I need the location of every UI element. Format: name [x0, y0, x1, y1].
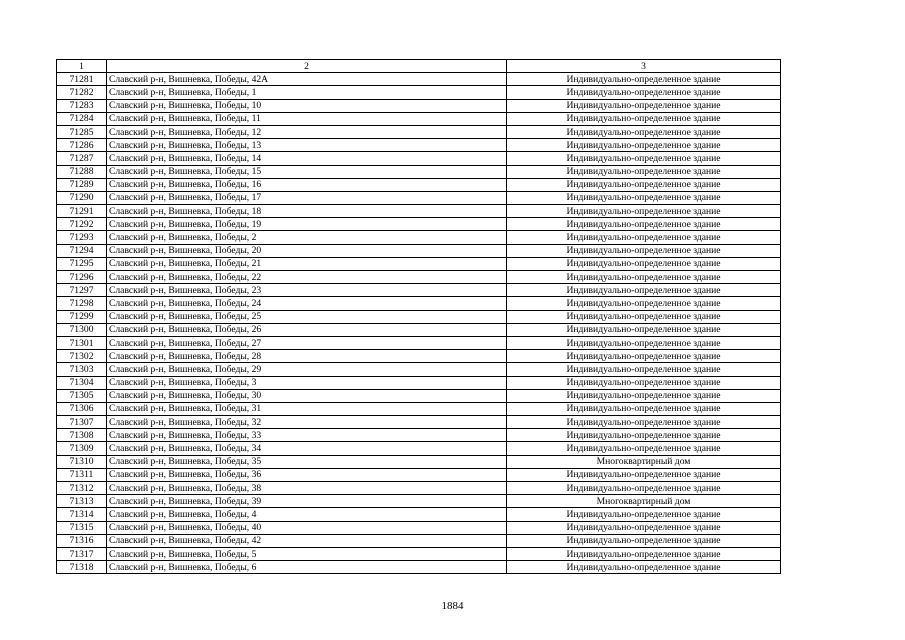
row-type-cell: Индивидуально-определенное здание — [507, 152, 781, 165]
row-id-cell: 71298 — [57, 297, 107, 310]
row-type-cell: Индивидуально-определенное здание — [507, 547, 781, 560]
row-type-cell: Индивидуально-определенное здание — [507, 125, 781, 138]
table-row — [57, 165, 781, 178]
row-type-cell: Многоквартирный дом — [507, 495, 781, 508]
row-address-cell: Славский р-н, Вишневка, Победы, 17 — [107, 191, 507, 204]
row-type-cell: Индивидуально-определенное здание — [507, 468, 781, 481]
page-number: 1884 — [441, 600, 464, 612]
table-row — [57, 86, 781, 99]
table-row — [57, 402, 781, 415]
row-type-cell: Индивидуально-определенное здание — [507, 363, 781, 376]
row-type-cell: Индивидуально-определенное здание — [507, 284, 781, 297]
table-row — [57, 468, 781, 481]
row-id-cell: 71283 — [57, 99, 107, 112]
row-id-cell: 71305 — [57, 389, 107, 402]
row-id-cell: 71300 — [57, 323, 107, 336]
row-id-cell: 71293 — [57, 231, 107, 244]
row-address-cell: Славский р-н, Вишневка, Победы, 12 — [107, 125, 507, 138]
row-address-cell: Славский р-н, Вишневка, Победы, 40 — [107, 521, 507, 534]
row-id-cell: 71290 — [57, 191, 107, 204]
row-address-cell: Славский р-н, Вишневка, Победы, 27 — [107, 336, 507, 349]
table-row — [57, 455, 781, 468]
row-type-cell: Индивидуально-определенное здание — [507, 99, 781, 112]
row-address-cell: Славский р-н, Вишневка, Победы, 34 — [107, 442, 507, 455]
row-type-cell: Индивидуально-определенное здание — [507, 310, 781, 323]
table-body — [57, 73, 781, 574]
row-id-cell: 71285 — [57, 125, 107, 138]
row-address-cell: Славский р-н, Вишневка, Победы, 2 — [107, 231, 507, 244]
row-id-cell: 71308 — [57, 429, 107, 442]
table-row — [57, 561, 781, 574]
row-id-cell: 71301 — [57, 336, 107, 349]
property-register-table — [56, 59, 781, 574]
row-address-cell: Славский р-н, Вишневка, Победы, 21 — [107, 257, 507, 270]
row-id-cell: 71310 — [57, 455, 107, 468]
row-type-cell: Индивидуально-определенное здание — [507, 178, 781, 191]
row-id-cell: 71287 — [57, 152, 107, 165]
row-address-cell: Славский р-н, Вишневка, Победы, 11 — [107, 112, 507, 125]
row-address-cell: Славский р-н, Вишневка, Победы, 31 — [107, 402, 507, 415]
row-type-cell: Индивидуально-определенное здание — [507, 442, 781, 455]
row-id-cell: 71288 — [57, 165, 107, 178]
row-type-cell: Индивидуально-определенное здание — [507, 534, 781, 547]
row-address-cell: Славский р-н, Вишневка, Победы, 15 — [107, 165, 507, 178]
row-type-cell: Индивидуально-определенное здание — [507, 218, 781, 231]
column-header-1: 1 — [57, 60, 107, 73]
row-type-cell: Индивидуально-определенное здание — [507, 376, 781, 389]
row-type-cell: Индивидуально-определенное здание — [507, 429, 781, 442]
row-type-cell: Индивидуально-определенное здание — [507, 231, 781, 244]
row-id-cell: 71312 — [57, 482, 107, 495]
row-type-cell: Индивидуально-определенное здание — [507, 508, 781, 521]
table-row — [57, 547, 781, 560]
table-row — [57, 495, 781, 508]
row-type-cell: Индивидуально-определенное здание — [507, 482, 781, 495]
table-row — [57, 363, 781, 376]
row-address-cell: Славский р-н, Вишневка, Победы, 14 — [107, 152, 507, 165]
row-id-cell: 71292 — [57, 218, 107, 231]
row-id-cell: 71317 — [57, 547, 107, 560]
table-row — [57, 99, 781, 112]
row-id-cell: 71297 — [57, 284, 107, 297]
table-row — [57, 73, 781, 86]
row-type-cell: Индивидуально-определенное здание — [507, 139, 781, 152]
table-row — [57, 350, 781, 363]
row-id-cell: 71303 — [57, 363, 107, 376]
table-row — [57, 125, 781, 138]
row-id-cell: 71307 — [57, 416, 107, 429]
row-id-cell: 71306 — [57, 402, 107, 415]
row-address-cell: Славский р-н, Вишневка, Победы, 20 — [107, 244, 507, 257]
row-address-cell: Славский р-н, Вишневка, Победы, 19 — [107, 218, 507, 231]
table-row — [57, 284, 781, 297]
table-row — [57, 139, 781, 152]
table-row — [57, 152, 781, 165]
row-type-cell: Индивидуально-определенное здание — [507, 297, 781, 310]
row-id-cell: 71281 — [57, 73, 107, 86]
row-address-cell: Славский р-н, Вишневка, Победы, 29 — [107, 363, 507, 376]
table-row — [57, 310, 781, 323]
row-address-cell: Славский р-н, Вишневка, Победы, 42 — [107, 534, 507, 547]
table-row — [57, 416, 781, 429]
row-id-cell: 71309 — [57, 442, 107, 455]
table-row — [57, 534, 781, 547]
row-address-cell: Славский р-н, Вишневка, Победы, 30 — [107, 389, 507, 402]
table-row — [57, 442, 781, 455]
table-row — [57, 482, 781, 495]
row-address-cell: Славский р-н, Вишневка, Победы, 42А — [107, 73, 507, 86]
row-type-cell: Индивидуально-определенное здание — [507, 416, 781, 429]
row-type-cell: Индивидуально-определенное здание — [507, 323, 781, 336]
row-id-cell: 71315 — [57, 521, 107, 534]
row-address-cell: Славский р-н, Вишневка, Победы, 32 — [107, 416, 507, 429]
row-address-cell: Славский р-н, Вишневка, Победы, 38 — [107, 482, 507, 495]
table-row — [57, 336, 781, 349]
row-address-cell: Славский р-н, Вишневка, Победы, 13 — [107, 139, 507, 152]
column-header-3: 3 — [507, 60, 781, 73]
row-id-cell: 71296 — [57, 271, 107, 284]
row-type-cell: Индивидуально-определенное здание — [507, 257, 781, 270]
row-address-cell: Славский р-н, Вишневка, Победы, 33 — [107, 429, 507, 442]
table-row — [57, 271, 781, 284]
table-row — [57, 244, 781, 257]
row-id-cell: 71282 — [57, 86, 107, 99]
row-type-cell: Индивидуально-определенное здание — [507, 165, 781, 178]
table-row — [57, 257, 781, 270]
row-type-cell: Индивидуально-определенное здание — [507, 86, 781, 99]
row-type-cell: Индивидуально-определенное здание — [507, 244, 781, 257]
row-id-cell: 71295 — [57, 257, 107, 270]
row-address-cell: Славский р-н, Вишневка, Победы, 25 — [107, 310, 507, 323]
row-address-cell: Славский р-н, Вишневка, Победы, 22 — [107, 271, 507, 284]
table-row — [57, 231, 781, 244]
row-type-cell: Многоквартирный дом — [507, 455, 781, 468]
table-row — [57, 323, 781, 336]
row-address-cell: Славский р-н, Вишневка, Победы, 24 — [107, 297, 507, 310]
row-address-cell: Славский р-н, Вишневка, Победы, 18 — [107, 205, 507, 218]
row-type-cell: Индивидуально-определенное здание — [507, 73, 781, 86]
row-id-cell: 71311 — [57, 468, 107, 481]
column-header-2: 2 — [107, 60, 507, 73]
table-row — [57, 112, 781, 125]
row-type-cell: Индивидуально-определенное здание — [507, 350, 781, 363]
row-type-cell: Индивидуально-определенное здание — [507, 402, 781, 415]
row-id-cell: 71294 — [57, 244, 107, 257]
table-row — [57, 389, 781, 402]
table-row — [57, 508, 781, 521]
table-row — [57, 191, 781, 204]
row-address-cell: Славский р-н, Вишневка, Победы, 36 — [107, 468, 507, 481]
table-row — [57, 205, 781, 218]
row-id-cell: 71286 — [57, 139, 107, 152]
table-row — [57, 521, 781, 534]
row-address-cell: Славский р-н, Вишневка, Победы, 26 — [107, 323, 507, 336]
row-address-cell: Славский р-н, Вишневка, Победы, 39 — [107, 495, 507, 508]
row-address-cell: Славский р-н, Вишневка, Победы, 4 — [107, 508, 507, 521]
row-type-cell: Индивидуально-определенное здание — [507, 336, 781, 349]
row-id-cell: 71299 — [57, 310, 107, 323]
row-type-cell: Индивидуально-определенное здание — [507, 112, 781, 125]
row-id-cell: 71313 — [57, 495, 107, 508]
row-type-cell: Индивидуально-определенное здание — [507, 561, 781, 574]
row-address-cell: Славский р-н, Вишневка, Победы, 35 — [107, 455, 507, 468]
row-address-cell: Славский р-н, Вишневка, Победы, 5 — [107, 547, 507, 560]
row-id-cell: 71289 — [57, 178, 107, 191]
table-row — [57, 376, 781, 389]
row-id-cell: 71302 — [57, 350, 107, 363]
row-type-cell: Индивидуально-определенное здание — [507, 389, 781, 402]
row-id-cell: 71284 — [57, 112, 107, 125]
row-address-cell: Славский р-н, Вишневка, Победы, 28 — [107, 350, 507, 363]
table-row — [57, 218, 781, 231]
row-type-cell: Индивидуально-определенное здание — [507, 205, 781, 218]
row-type-cell: Индивидуально-определенное здание — [507, 521, 781, 534]
row-address-cell: Славский р-н, Вишневка, Победы, 10 — [107, 99, 507, 112]
row-type-cell: Индивидуально-определенное здание — [507, 271, 781, 284]
row-address-cell: Славский р-н, Вишневка, Победы, 23 — [107, 284, 507, 297]
table-header-row — [57, 60, 781, 73]
row-id-cell: 71304 — [57, 376, 107, 389]
row-address-cell: Славский р-н, Вишневка, Победы, 3 — [107, 376, 507, 389]
row-address-cell: Славский р-н, Вишневка, Победы, 16 — [107, 178, 507, 191]
row-id-cell: 71291 — [57, 205, 107, 218]
table-row — [57, 178, 781, 191]
row-address-cell: Славский р-н, Вишневка, Победы, 1 — [107, 86, 507, 99]
row-address-cell: Славский р-н, Вишневка, Победы, 6 — [107, 561, 507, 574]
table-row — [57, 429, 781, 442]
row-id-cell: 71316 — [57, 534, 107, 547]
row-id-cell: 71314 — [57, 508, 107, 521]
row-id-cell: 71318 — [57, 561, 107, 574]
row-type-cell: Индивидуально-определенное здание — [507, 191, 781, 204]
table-row — [57, 297, 781, 310]
